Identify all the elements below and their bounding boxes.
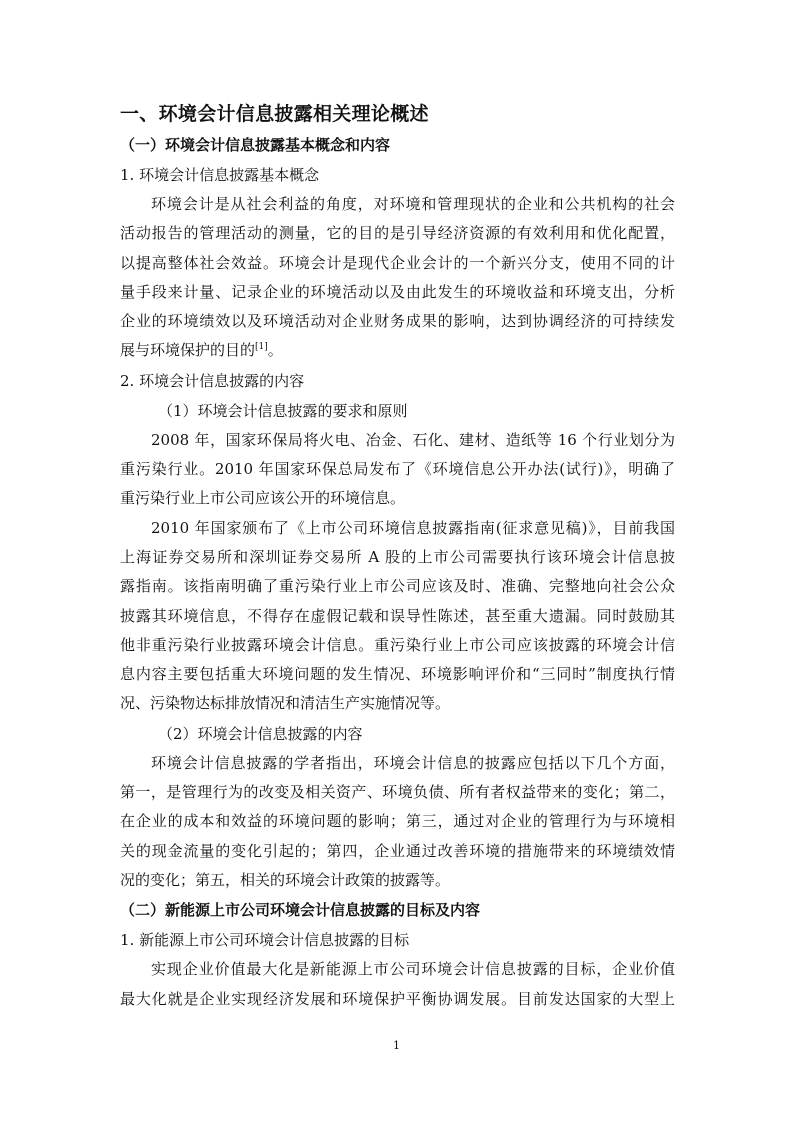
- subsection-heading-1-1: 1. 环境会计信息披露基本概念: [120, 166, 320, 184]
- text-line: 上海证券交易所和深圳证券交易所 A 股的上市公司需要执行该环境会计信息披: [120, 547, 675, 566]
- text-line: 环境会计信息披露的学者指出，环境会计信息的披露应包括以下几个方面，: [151, 753, 675, 772]
- text-line: 最大化就是企业实现经济发展和环境保护平衡协调发展。目前发达国家的大型上: [120, 989, 675, 1008]
- text-line: 关的现金流量的变化引起的；第四，企业通过改善环境的措施带来的环境绩效情: [120, 841, 675, 860]
- paragraph-disclosure-guidelines: [120, 514, 675, 719]
- text-line: 露指南。该指南明确了重污染行业上市公司应该及时、准确、完整地向社会公众: [120, 577, 675, 596]
- paragraph-disclosure-objective: [120, 955, 675, 1014]
- text-line: 重污染行业。2010 年国家环保总局发布了《环境信息公开办法(试行)》，明确了: [120, 460, 675, 479]
- document-page: [120, 98, 675, 1014]
- page-number: 1: [393, 1039, 400, 1052]
- text-line: 况的变化；第五，相关的环境会计政策的披露等。: [120, 870, 451, 889]
- paragraph-heavy-pollution-industries: [120, 426, 675, 514]
- section-heading-1: （一）环境会计信息披露基本概念和内容: [120, 136, 391, 154]
- subsection-heading-1-2: 2. 环境会计信息披露的内容: [120, 371, 305, 390]
- subsection-heading-2-1: 1. 新能源上市公司环境会计信息披露的目标: [120, 931, 410, 950]
- text-fragment: 。: [267, 341, 283, 360]
- text-line: 以提高整体社会效益。环境会计是现代企业会计的一个新兴分支，使用不同的计: [120, 253, 675, 272]
- text-line: 实现企业价值最大化是新能源上市公司环境会计信息披露的目标，企业价值: [151, 960, 675, 979]
- text-line: 2008 年，国家环保局将火电、冶金、石化、建材、造纸等 16 个行业划分为: [151, 430, 675, 449]
- paragraph-disclosure-aspects: [120, 749, 675, 895]
- text-line: 重污染行业上市公司应该公开的环境信息。: [120, 489, 406, 508]
- section-heading-2: （二）新能源上市公司环境会计信息披露的目标及内容: [120, 901, 481, 920]
- text-line: 第一，是管理行为的改变及相关资产、环境负债、所有者权益带来的变化；第二，: [120, 783, 675, 802]
- text-line-with-citation: [120, 336, 675, 365]
- text-line: 他非重污染行业披露环境会计信息。重污染行业上市公司应该披露的环境会计信: [120, 635, 675, 654]
- text-line: 披露其环境信息，不得存在虚假记载和误导性陈述，甚至重大遗漏。同时鼓励其: [120, 606, 675, 625]
- sub-subsection-heading-requirements: （1）环境会计信息披露的要求和原则: [158, 401, 408, 420]
- citation-reference[interactable]: [1]: [255, 342, 268, 353]
- text-line: 活动报告的管理活动的测量，它的目的是引导经济资源的有效利用和优化配置，: [120, 224, 675, 243]
- text-line: 况、污染物达标排放情况和清洁生产实施情况等。: [120, 694, 451, 713]
- text-line: 量手段来计量、记录企业的环境活动以及由此发生的环境收益和环境支出，分析: [120, 282, 675, 301]
- text-line: 企业的环境绩效以及环境活动对企业财务成果的影响，达到协调经济的可持续发: [120, 312, 675, 331]
- text-fragment: 展与环境保护的目的: [120, 341, 256, 360]
- paragraph-environmental-accounting-concept: [120, 190, 675, 366]
- text-line: 在企业的成本和效益的环境问题的影响；第三，通过对企业的管理行为与环境相: [120, 812, 675, 831]
- text-line: 2010 年国家颁布了《上市公司环境信息披露指南(征求意见稿)》，目前我国: [151, 518, 675, 537]
- text-line: 息内容主要包括重大环境问题的发生情况、环境影响评价和“三同时”制度执行情: [120, 665, 675, 684]
- text-line: 环境会计是从社会利益的角度，对环境和管理现状的企业和公共机构的社会: [151, 195, 675, 213]
- sub-subsection-heading-content: （2）环境会计信息披露的内容: [158, 724, 363, 743]
- chapter-heading: 一、环境会计信息披露相关理论概述: [120, 103, 429, 125]
